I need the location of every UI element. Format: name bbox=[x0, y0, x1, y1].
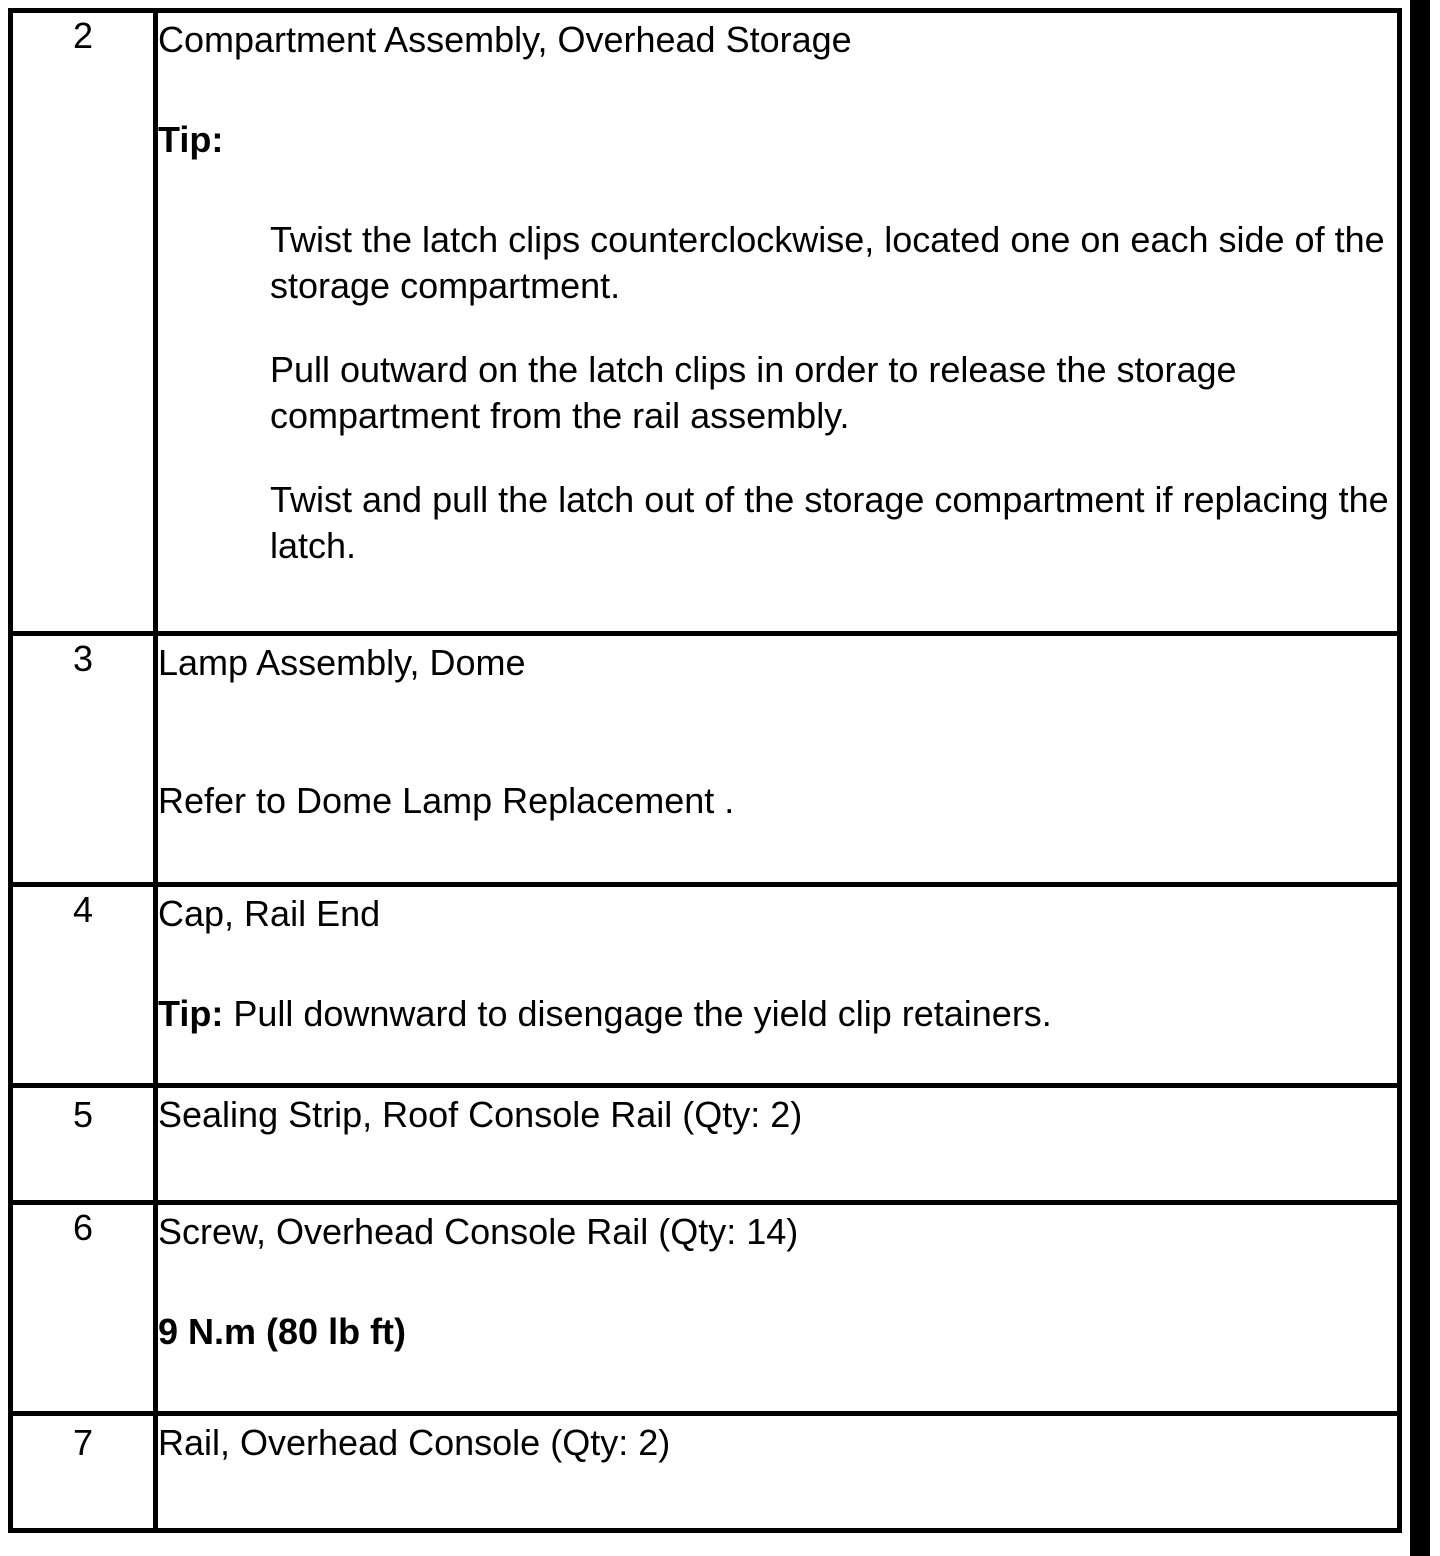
tip-label: Tip: bbox=[158, 119, 224, 160]
parts-table bbox=[8, 8, 1402, 1533]
item-number-cell bbox=[11, 634, 156, 885]
table-row bbox=[11, 1414, 1400, 1531]
item-title: Compartment Assembly, Overhead Storage bbox=[158, 19, 852, 60]
item-number-cell bbox=[11, 885, 156, 1086]
tip-item: Twist and pull the latch out of the storage compartment if replacing the latch. bbox=[270, 479, 1389, 566]
page-edge-bar bbox=[1410, 0, 1430, 1556]
item-title: Rail, Overhead Console (Qty: 2) bbox=[158, 1422, 671, 1463]
item-number: 5 bbox=[72, 1094, 94, 1135]
item-number: 6 bbox=[72, 1207, 94, 1248]
item-description-cell bbox=[156, 885, 1400, 1086]
item-number-cell bbox=[11, 1414, 156, 1531]
item-description-cell bbox=[156, 1203, 1400, 1414]
table-row bbox=[11, 1086, 1400, 1203]
item-number: 4 bbox=[72, 889, 94, 930]
item-note: Refer to Dome Lamp Replacement . bbox=[158, 780, 735, 821]
item-description-cell bbox=[156, 1086, 1400, 1203]
item-number: 3 bbox=[72, 638, 94, 679]
item-number-cell bbox=[11, 1203, 156, 1414]
item-description-cell bbox=[156, 11, 1400, 634]
table-row bbox=[11, 885, 1400, 1086]
table-row bbox=[11, 634, 1400, 885]
tip-line bbox=[158, 991, 1397, 1037]
table-row bbox=[11, 1203, 1400, 1414]
torque-spec: 9 N.m (80 lb ft) bbox=[158, 1311, 407, 1352]
item-description-cell bbox=[156, 634, 1400, 885]
item-number-cell bbox=[11, 1086, 156, 1203]
tip-item: Pull outward on the latch clips in order to release the storage compartment from the rail assembly. bbox=[270, 349, 1237, 436]
item-title: Screw, Overhead Console Rail (Qty: 14) bbox=[158, 1211, 799, 1252]
item-title: Lamp Assembly, Dome bbox=[158, 642, 526, 683]
item-number: 7 bbox=[72, 1422, 94, 1463]
item-number-cell bbox=[11, 11, 156, 634]
tip-list bbox=[158, 217, 1397, 569]
item-number: 2 bbox=[72, 15, 94, 56]
tip-label: Tip: bbox=[158, 993, 224, 1034]
item-title: Sealing Strip, Roof Console Rail (Qty: 2) bbox=[158, 1094, 803, 1135]
tip-text: Pull downward to disengage the yield clip retainers. bbox=[223, 993, 1052, 1034]
table-row bbox=[11, 11, 1400, 634]
item-title: Cap, Rail End bbox=[158, 893, 381, 934]
tip-item: Twist the latch clips counterclockwise, located one on each side of the storage compartment. bbox=[270, 219, 1385, 306]
item-description-cell bbox=[156, 1414, 1400, 1531]
